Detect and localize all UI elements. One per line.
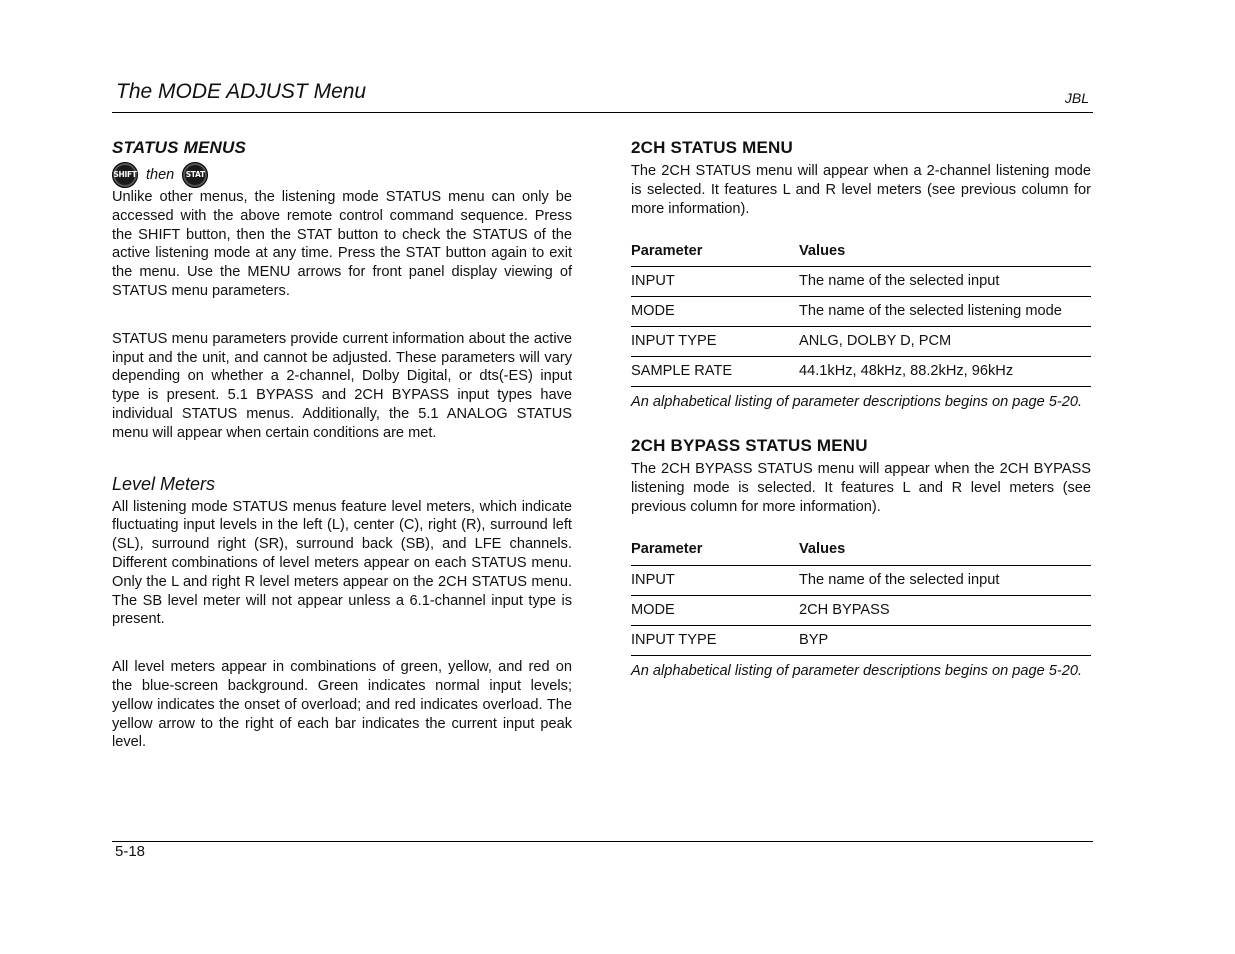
- ch2-bypass-status-intro: The 2CH BYPASS STATUS menu will appear when the 2CH BYPASS listening mode is selected. It features L and R level meters (see previous column for more information).: [631, 461, 1091, 515]
- parameter-cell: INPUT TYPE: [631, 327, 799, 357]
- ch2-bypass-status-table: [631, 529, 1091, 656]
- column-header-parameter: Parameter: [631, 529, 799, 566]
- value-cell: The name of the selected input: [799, 267, 1091, 297]
- header-divider: [112, 112, 1093, 113]
- parameter-cell: INPUT: [631, 267, 799, 297]
- table-row: [631, 565, 1091, 595]
- brand-label: JBL: [1064, 90, 1089, 106]
- right-column: [631, 136, 1091, 680]
- ch2-status-intro: The 2CH STATUS menu will appear when a 2-channel listening mode is selected. It features L and R level meters (see previous column for more information).: [631, 163, 1091, 217]
- table-header-row: [631, 230, 1091, 267]
- page-number: 5-18: [115, 843, 146, 860]
- table-row: [631, 327, 1091, 357]
- column-header-values: Values: [799, 529, 1091, 566]
- then-label: then: [146, 166, 175, 183]
- table-row: [631, 297, 1091, 327]
- ch2-bypass-status-heading: 2CH BYPASS STATUS MENU: [631, 436, 868, 456]
- shift-button-icon: SHIFT: [112, 162, 138, 188]
- remote-command-sequence: [112, 162, 572, 188]
- value-cell: ANLG, DOLBY D, PCM: [799, 327, 1091, 357]
- parameter-cell: SAMPLE RATE: [631, 357, 799, 387]
- parameter-cell: MODE: [631, 297, 799, 327]
- status-menus-heading: STATUS MENUS: [112, 138, 246, 157]
- level-meters-colors-paragraph: All level meters appear in combinations of green, yellow, and red on the blue-screen background. Green indicates normal input levels; yellow indicates the onset of overload; and red indicates overload. The yellow arrow to the right of each bar indicates the current input peak level.: [112, 659, 572, 751]
- ch2-status-heading: 2CH STATUS MENU: [631, 138, 793, 157]
- footer-divider: [112, 841, 1093, 842]
- page-title: The MODE ADJUST Menu: [116, 80, 367, 103]
- table-row: [631, 595, 1091, 625]
- value-cell: 44.1kHz, 48kHz, 88.2kHz, 96kHz: [799, 357, 1091, 387]
- table-row: [631, 357, 1091, 387]
- value-cell: BYP: [799, 625, 1091, 655]
- table-header-row: [631, 529, 1091, 566]
- ch2-status-caption: An alphabetical listing of parameter descriptions begins on page 5-20.: [631, 394, 1083, 411]
- parameter-cell: INPUT: [631, 565, 799, 595]
- table-row: [631, 267, 1091, 297]
- value-cell: 2CH BYPASS: [799, 595, 1091, 625]
- parameter-cell: INPUT TYPE: [631, 625, 799, 655]
- status-menus-paragraph: Unlike other menus, the listening mode STATUS menu can only be accessed with the above remote control command sequence. Press the SHIFT button, then the STAT button to check the STATUS of the active listening mode at any time. Press the STAT button again to exit the menu. Use the MENU arrows for front panel display viewing of STATUS menu parameters.: [112, 189, 572, 299]
- value-cell: The name of the selected listening mode: [799, 297, 1091, 327]
- level-meters-heading: Level Meters: [112, 473, 216, 494]
- value-cell: The name of the selected input: [799, 565, 1091, 595]
- level-meters-paragraph: All listening mode STATUS menus feature level meters, which indicate fluctuating input levels in the left (L), center (C), right (R), surround left (SL), surround right (SR), surround back (SB), and LFE channels. Different combinations of level meters appear on each STATUS menu. Only the L and right R level meters appear on the 2CH STATUS menu. The SB level meter will not appear unless a 6.1-channel input type is present.: [112, 498, 572, 628]
- left-column: [112, 136, 572, 752]
- status-parameters-paragraph: STATUS menu parameters provide current information about the active input and the unit, and cannot be adjusted. These parameters will vary depending on whether a 2-channel, Dolby Digital, or dts(-ES) input type is present. 5.1 BYPASS and 2CH BYPASS input types have individual STATUS menus. Additionally, the 5.1 ANALOG STATUS menu will appear when certain conditions are met.: [112, 330, 572, 441]
- stat-button-icon: STAT: [182, 162, 208, 188]
- column-header-values: Values: [799, 230, 1091, 267]
- ch2-status-table: [631, 230, 1091, 387]
- ch2-bypass-status-caption: An alphabetical listing of parameter descriptions begins on page 5-20.: [631, 662, 1083, 679]
- table-row: [631, 625, 1091, 655]
- column-header-parameter: Parameter: [631, 230, 799, 267]
- parameter-cell: MODE: [631, 595, 799, 625]
